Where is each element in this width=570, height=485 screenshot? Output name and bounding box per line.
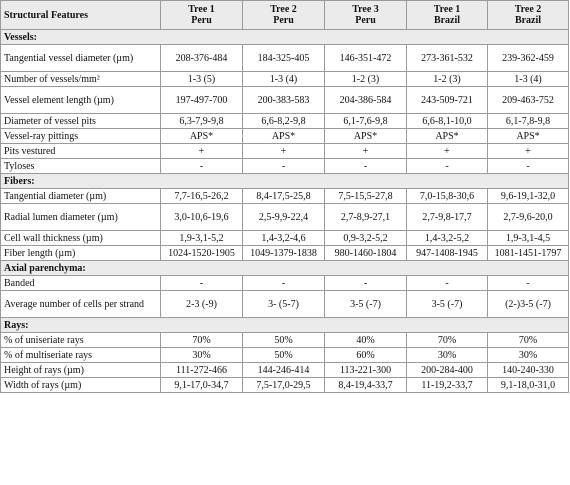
table-row bbox=[1, 276, 569, 291]
table-cell: 2,7-9,8-17,7 bbox=[407, 204, 488, 231]
table-cell: 7,5-17,0-29,5 bbox=[243, 378, 325, 393]
table-cell: (2-)3-5 (-7) bbox=[488, 291, 569, 318]
table-cell: 50% bbox=[243, 333, 325, 348]
tree-origin: Peru bbox=[191, 15, 212, 26]
table-cell: 947-1408-1945 bbox=[407, 246, 488, 261]
table-cell: 1,4-3,2-4,6 bbox=[243, 231, 325, 246]
table-cell: 209-463-752 bbox=[488, 87, 569, 114]
table-cell: 6,3-7,9-9,8 bbox=[161, 114, 243, 129]
table-cell: 3-5 (-7) bbox=[325, 291, 407, 318]
table-cell: - bbox=[407, 276, 488, 291]
tree-column-header bbox=[325, 1, 407, 30]
table-cell: 7,0-15,8-30,6 bbox=[407, 189, 488, 204]
tree-origin: Brazil bbox=[514, 15, 542, 26]
table-cell: 6,6-8,2-9,8 bbox=[243, 114, 325, 129]
table-cell: 1,4-3,2-5,2 bbox=[407, 231, 488, 246]
tree-name: Tree 1 bbox=[188, 4, 215, 15]
table-cell: 8,4-17,5-25,8 bbox=[243, 189, 325, 204]
feature-label: Banded bbox=[1, 276, 161, 291]
tree-origin: Peru bbox=[355, 15, 376, 26]
table-row bbox=[1, 45, 569, 72]
table-row bbox=[1, 87, 569, 114]
tree-column-header bbox=[161, 1, 243, 30]
table-row bbox=[1, 72, 569, 87]
table-row bbox=[1, 291, 569, 318]
feature-label: % of uniseriate rays bbox=[1, 333, 161, 348]
feature-label: Vessel-ray pittings bbox=[1, 129, 161, 144]
table-cell: 197-497-700 bbox=[161, 87, 243, 114]
table-body bbox=[1, 30, 569, 393]
table-cell: 6,6-8,1-10,0 bbox=[407, 114, 488, 129]
table-row bbox=[1, 333, 569, 348]
table-cell: - bbox=[243, 159, 325, 174]
table-cell: 7,7-16,5-26,2 bbox=[161, 189, 243, 204]
table-cell: - bbox=[243, 276, 325, 291]
table-cell: - bbox=[488, 159, 569, 174]
tree-origin: Peru bbox=[273, 15, 294, 26]
table-cell: 1,9-3,1-5,2 bbox=[161, 231, 243, 246]
section-heading: Axial parenchyma: bbox=[1, 261, 569, 276]
table-cell: 200-383-583 bbox=[243, 87, 325, 114]
table-cell: 243-509-721 bbox=[407, 87, 488, 114]
table-cell: 0,9-3,2-5,2 bbox=[325, 231, 407, 246]
section-heading: Rays: bbox=[1, 318, 569, 333]
table-cell: 111-272-466 bbox=[161, 363, 243, 378]
header-row bbox=[1, 1, 569, 30]
feature-column-header: Structural Features bbox=[1, 1, 161, 30]
table-cell: 7,5-15,5-27,8 bbox=[325, 189, 407, 204]
section-row bbox=[1, 174, 569, 189]
section-row bbox=[1, 30, 569, 45]
table-cell: APS* bbox=[243, 129, 325, 144]
table-cell: 2,7-8,9-27,1 bbox=[325, 204, 407, 231]
table-header bbox=[1, 1, 569, 30]
table-cell: - bbox=[161, 159, 243, 174]
table-cell: 144-246-414 bbox=[243, 363, 325, 378]
table-cell: 60% bbox=[325, 348, 407, 363]
feature-label: Tangential vessel diameter (µm) bbox=[1, 45, 161, 72]
table-cell: 70% bbox=[488, 333, 569, 348]
table-cell: 2-3 (-9) bbox=[161, 291, 243, 318]
table-row bbox=[1, 189, 569, 204]
table-cell: 980-1460-1804 bbox=[325, 246, 407, 261]
table-cell: 146-351-472 bbox=[325, 45, 407, 72]
table-cell: 1024-1520-1905 bbox=[161, 246, 243, 261]
table-cell: APS* bbox=[161, 129, 243, 144]
feature-label: Height of rays (µm) bbox=[1, 363, 161, 378]
section-heading: Vessels: bbox=[1, 30, 569, 45]
table-cell: APS* bbox=[325, 129, 407, 144]
table-row bbox=[1, 348, 569, 363]
table-cell: 2,5-9,9-22,4 bbox=[243, 204, 325, 231]
feature-label: Pits vestured bbox=[1, 144, 161, 159]
tree-origin: Brazil bbox=[433, 15, 461, 26]
table-cell: 8,4-19,4-33,7 bbox=[325, 378, 407, 393]
table-cell: - bbox=[488, 276, 569, 291]
table-cell: 9,1-17,0-34,7 bbox=[161, 378, 243, 393]
table-cell: 40% bbox=[325, 333, 407, 348]
tree-column-header bbox=[243, 1, 325, 30]
table-cell: 70% bbox=[407, 333, 488, 348]
table-cell: 11-19,2-33,7 bbox=[407, 378, 488, 393]
feature-label: Number of vessels/mm² bbox=[1, 72, 161, 87]
table-cell: 1-3 (4) bbox=[488, 72, 569, 87]
table-cell: 1-2 (3) bbox=[407, 72, 488, 87]
table-cell: + bbox=[325, 144, 407, 159]
feature-label: % of multiseriate rays bbox=[1, 348, 161, 363]
table-cell: + bbox=[407, 144, 488, 159]
table-cell: 3-5 (-7) bbox=[407, 291, 488, 318]
table-cell: 1-2 (3) bbox=[325, 72, 407, 87]
table-row bbox=[1, 363, 569, 378]
tree-name: Tree 3 bbox=[352, 4, 379, 15]
table-cell: 50% bbox=[243, 348, 325, 363]
feature-label: Radial lumen diameter (µm) bbox=[1, 204, 161, 231]
table-row bbox=[1, 378, 569, 393]
table-row bbox=[1, 114, 569, 129]
tree-column-header bbox=[488, 1, 569, 30]
table-cell: 1081-1451-1797 bbox=[488, 246, 569, 261]
section-row bbox=[1, 261, 569, 276]
feature-label: Diameter of vessel pits bbox=[1, 114, 161, 129]
table-row bbox=[1, 159, 569, 174]
feature-label: Average number of cells per strand bbox=[1, 291, 161, 318]
table-cell: - bbox=[161, 276, 243, 291]
feature-label: Tyloses bbox=[1, 159, 161, 174]
table-cell: 1-3 (5) bbox=[161, 72, 243, 87]
table-cell: 3- (5-7) bbox=[243, 291, 325, 318]
feature-label: Cell wall thickness (µm) bbox=[1, 231, 161, 246]
table-cell: 184-325-405 bbox=[243, 45, 325, 72]
table-cell: 6,1-7,8-9,8 bbox=[488, 114, 569, 129]
table-cell: 2,7-9,6-20,0 bbox=[488, 204, 569, 231]
table-cell: 273-361-532 bbox=[407, 45, 488, 72]
tree-name: Tree 2 bbox=[514, 4, 542, 15]
section-heading: Fibers: bbox=[1, 174, 569, 189]
tree-name: Tree 2 bbox=[270, 4, 297, 15]
table-cell: 9,6-19,1-32,0 bbox=[488, 189, 569, 204]
table-cell: + bbox=[488, 144, 569, 159]
table-cell: 140-240-330 bbox=[488, 363, 569, 378]
table-cell: 208-376-484 bbox=[161, 45, 243, 72]
table-cell: 30% bbox=[407, 348, 488, 363]
table-cell: 1-3 (4) bbox=[243, 72, 325, 87]
feature-label: Width of rays (µm) bbox=[1, 378, 161, 393]
table-cell: 1,9-3,1-4,5 bbox=[488, 231, 569, 246]
feature-label: Tangential diameter (µm) bbox=[1, 189, 161, 204]
table-row bbox=[1, 204, 569, 231]
table-cell: 9,1-18,0-31,0 bbox=[488, 378, 569, 393]
table-cell: - bbox=[407, 159, 488, 174]
table-cell: 1049-1379-1838 bbox=[243, 246, 325, 261]
table-cell: 30% bbox=[488, 348, 569, 363]
feature-label: Vessel element length (µm) bbox=[1, 87, 161, 114]
table-cell: + bbox=[243, 144, 325, 159]
tree-column-header bbox=[407, 1, 488, 30]
table-cell: 204-386-584 bbox=[325, 87, 407, 114]
table-cell: - bbox=[325, 276, 407, 291]
tree-name: Tree 1 bbox=[433, 4, 461, 15]
table-row bbox=[1, 231, 569, 246]
table-cell: 200-284-400 bbox=[407, 363, 488, 378]
table-cell: 70% bbox=[161, 333, 243, 348]
section-row bbox=[1, 318, 569, 333]
table-row bbox=[1, 129, 569, 144]
table-cell: - bbox=[325, 159, 407, 174]
table-cell: 239-362-459 bbox=[488, 45, 569, 72]
table-cell: + bbox=[161, 144, 243, 159]
table-row bbox=[1, 246, 569, 261]
table-cell: APS* bbox=[407, 129, 488, 144]
table-row bbox=[1, 144, 569, 159]
table-cell: 30% bbox=[161, 348, 243, 363]
feature-label: Fiber length (µm) bbox=[1, 246, 161, 261]
table-cell: 3,0-10,6-19,6 bbox=[161, 204, 243, 231]
table-cell: 6,1-7,6-9,8 bbox=[325, 114, 407, 129]
table-cell: APS* bbox=[488, 129, 569, 144]
table-cell: 113-221-300 bbox=[325, 363, 407, 378]
